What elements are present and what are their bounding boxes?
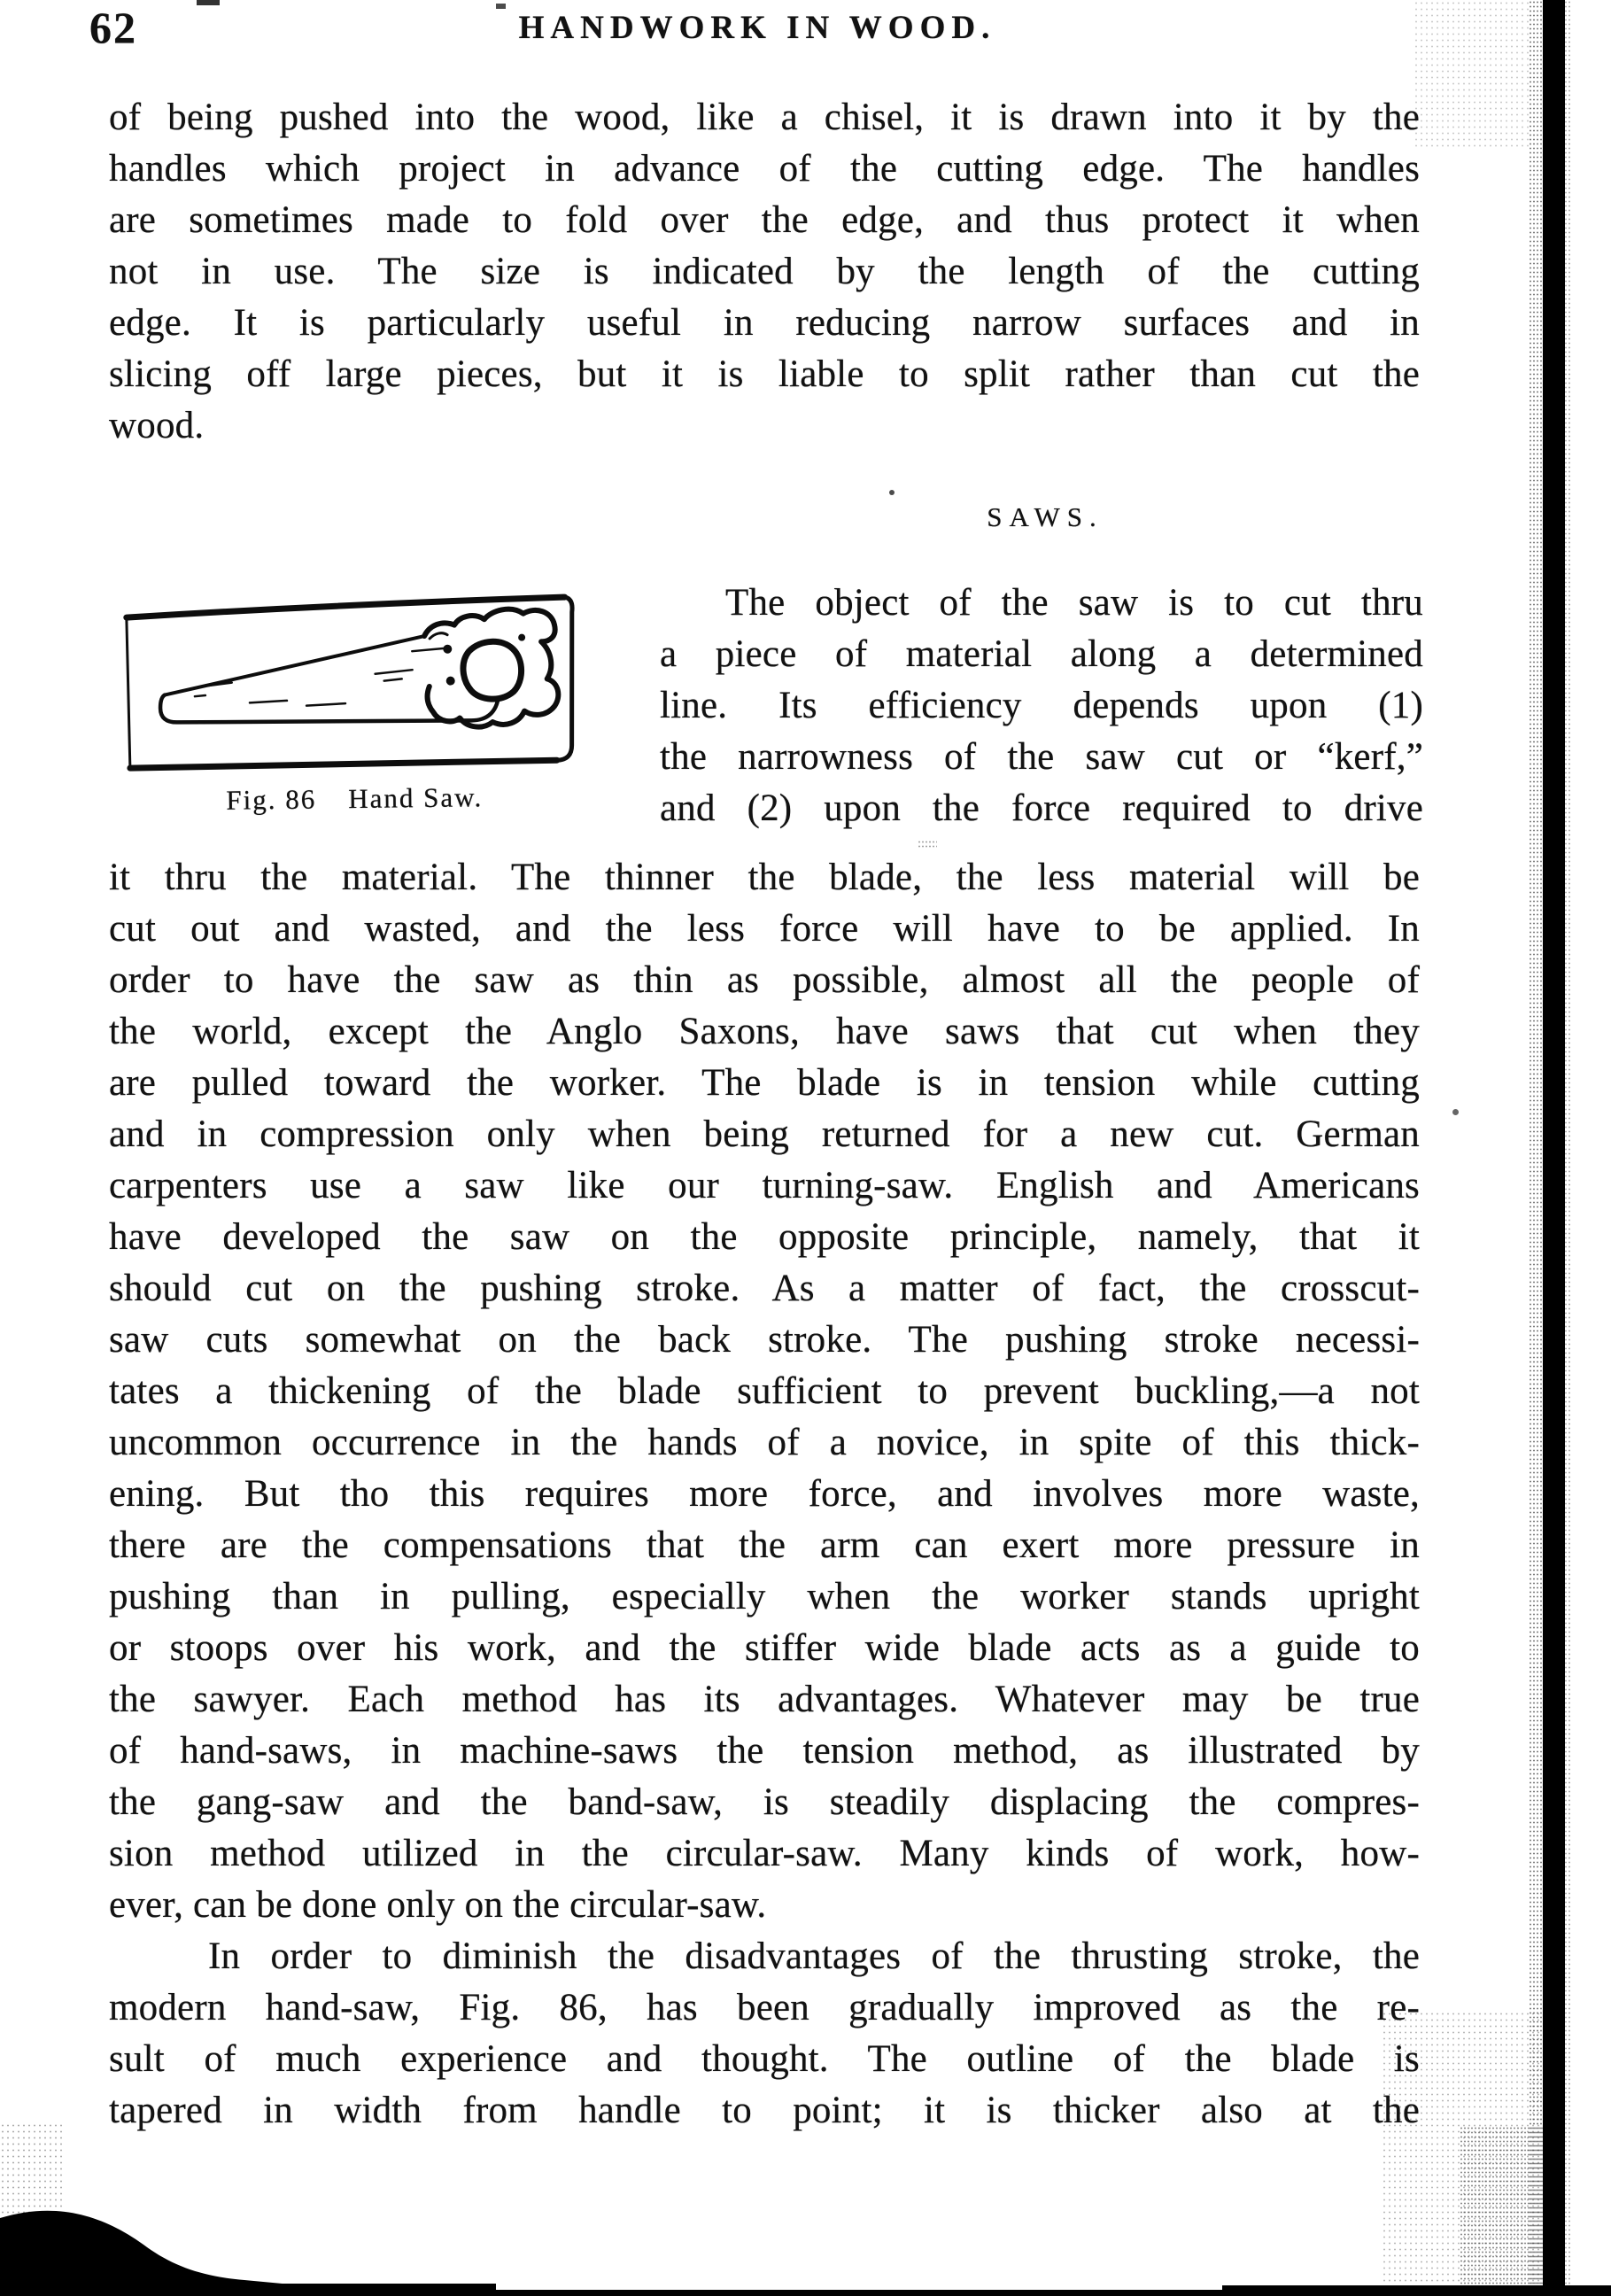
text-line: are pulled toward the worker. The blade is in tension while cutting <box>109 1062 1420 1104</box>
text-line: the world, except the Anglo Saxons, have saws that cut when they <box>109 1011 1420 1052</box>
figure-caption <box>120 780 589 818</box>
scan-artifact-band-fringe-left <box>1529 0 1545 2296</box>
text-line: line. Its efficiency depends upon (1) <box>660 685 1423 726</box>
text-line: The object of the saw is to cut thru <box>725 582 1423 624</box>
text-line: a piece of material along a determined <box>660 633 1423 675</box>
scan-artifact-bottom-bar-left <box>0 2284 496 2296</box>
text-line: sion method utilized in the circular-saw. Many kinds of work, how- <box>109 1833 1420 1874</box>
text-line: carpenters use a saw like our turning-saw. English and Americans <box>109 1165 1420 1206</box>
scan-artifact-noise-top-right <box>1413 0 1532 151</box>
text-line: modern hand-saw, Fig. 86, has been gradually improved as the re- <box>109 1987 1420 2028</box>
scan-artifact-top-dash-2 <box>496 4 506 9</box>
running-head: HANDWORK IN WOOD. <box>518 10 996 46</box>
text-line: cut out and wasted, and the less force will have to be applied. In <box>109 908 1420 950</box>
text-line: edge. It is particularly useful in reducing narrow surfaces and in <box>109 302 1420 344</box>
scan-artifact-band-fringe-right <box>1564 0 1572 2296</box>
scan-artifact-corner-blob <box>0 2186 301 2296</box>
text-line: tapered in width from handle to point; it is thicker also at the <box>109 2090 1420 2131</box>
text-line: order to have the saw as thin as possible, almost all the people of <box>109 959 1420 1001</box>
text-line: saw cuts somewhat on the back stroke. The pushing stroke necessi- <box>109 1319 1420 1361</box>
text-line: pushing than in pulling, especially when the worker stands upright <box>109 1576 1420 1617</box>
scan-artifact-bottom-bar-right <box>1222 2285 1611 2296</box>
text-line: ever, can be done only on the circular-saw. <box>109 1884 767 1926</box>
scan-artifact-noise-bottom-right-dense <box>1460 2126 1545 2296</box>
caption-text: Hand Saw. <box>348 781 484 815</box>
text-line: wood. <box>109 405 205 446</box>
text-line: slicing off large pieces, but it is liable to split rather than cut the <box>109 353 1420 395</box>
scan-artifact-speck-cluster <box>918 840 937 849</box>
text-line: there are the compensations that the arm can exert more pressure in <box>109 1524 1420 1566</box>
text-line: should cut on the pushing stroke. As a matter of fact, the crosscut- <box>109 1268 1420 1309</box>
scan-artifact-speck-1 <box>889 490 895 495</box>
text-line: of being pushed into the wood, like a chisel, it is drawn into it by the <box>109 97 1420 138</box>
text-line: tates a thickening of the blade sufficient to prevent buckling,—a not <box>109 1370 1420 1412</box>
scan-artifact-right-band <box>1543 0 1565 2296</box>
caption-label: Fig. 86 <box>226 783 317 816</box>
text-line: and (2) upon the force required to drive <box>660 787 1423 829</box>
text-line: handles which project in advance of the cutting edge. The handles <box>109 148 1420 190</box>
text-line: uncommon occurrence in the hands of a novice, in spite of this thick- <box>109 1422 1420 1463</box>
text-line: the gang-saw and the band-saw, is steadily displacing the compres- <box>109 1781 1420 1823</box>
saw-handle <box>424 609 559 727</box>
paragraph-top <box>109 92 1420 452</box>
side-paragraph <box>660 578 1423 834</box>
hand-saw-illustration <box>117 586 589 780</box>
text-line: ening. But tho this requires more force, and involves more waste, <box>109 1473 1420 1515</box>
scan-artifact-top-dash <box>197 0 220 5</box>
text-line: sult of much experience and thought. The outline of the blade is <box>109 2038 1420 2080</box>
section-heading-saws: SAWS. <box>987 501 1104 532</box>
text-line: not in use. The size is indicated by the length of the cutting <box>109 251 1420 292</box>
text-line: of hand-saws, in machine-saws the tension method, as illustrated by <box>109 1730 1420 1772</box>
text-line: or stoops over his work, and the stiffer wide blade acts as a guide to <box>109 1627 1420 1669</box>
text-line: the narrowness of the saw cut or “kerf,” <box>660 736 1423 778</box>
scan-artifact-speck-2 <box>1452 1109 1459 1115</box>
text-line: the sawyer. Each method has its advantages. Whatever may be true <box>109 1679 1420 1720</box>
text-line: are sometimes made to fold over the edge, and thus protect it when <box>109 199 1420 241</box>
text-line: it thru the material. The thinner the blade, the less material will be <box>109 857 1420 898</box>
page-number: 62 <box>89 3 137 52</box>
hand-saw-figure <box>117 586 589 818</box>
text-line: In order to diminish the disadvantages of the thrusting stroke, the <box>208 1935 1420 1977</box>
body-paragraph <box>109 852 1420 2137</box>
text-line: have developed the saw on the opposite principle, namely, that it <box>109 1216 1420 1258</box>
text-line: and in compression only when being returned for a new cut. German <box>109 1113 1420 1155</box>
